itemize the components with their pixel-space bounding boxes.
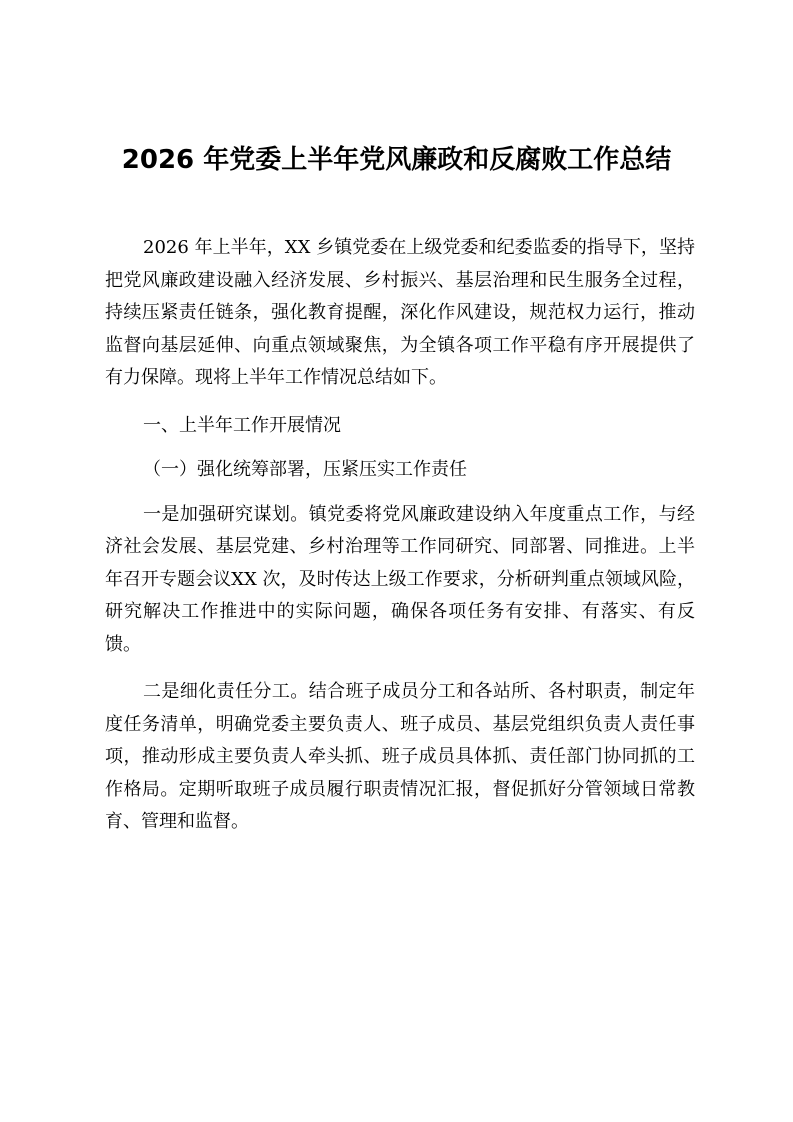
section-heading: 一、上半年工作开展情况 [143, 414, 341, 436]
body-paragraph-responsibility: 二是细化责任分工。结合班子成员分工和各站所、各村职责，制定年度任务清单，明确党委主要负责人、班子成员、基层党组织负责人责任事项，推动形成主要负责人牵头抓、班子成员具体抓、责任部门协同抓的工作格局。定期听取班子成员履行职责情况汇报，督促抓好分管领域日常教育、管理和监督。 [105, 681, 695, 832]
document-body [105, 232, 695, 854]
subsection-heading: （一）强化统筹部署，压紧压实工作责任 [143, 459, 467, 480]
intro-paragraph: 2026 年上半年，XX 乡镇党委在上级党委和纪委监委的指导下，坚持把党风廉政建设融入经济发展、乡村振兴、基层治理和民生服务全过程，持续压紧责任链条，强化教育提醒，深化作风建设，规范权力运行，推动监督向基层延伸、向重点领域聚焦，为全镇各项工作平稳有序开展提供了有力保障。现将上半年工作情况总结如下。 [105, 237, 695, 388]
document-title: 2026 年党委上半年党风廉政和反腐败工作总结 [121, 145, 672, 175]
body-paragraph-research: 一是加强研究谋划。镇党委将党风廉政建设纳入年度重点工作，与经济社会发展、基层党建、乡村治理等工作同研究、同部署、同推进。上半年召开专题会议XX 次，及时传达上级工作要求，分析研判重点领域风险，研究解决工作推进中的实际问题，确保各项任务有安排、有落实、有反馈。 [105, 503, 695, 655]
